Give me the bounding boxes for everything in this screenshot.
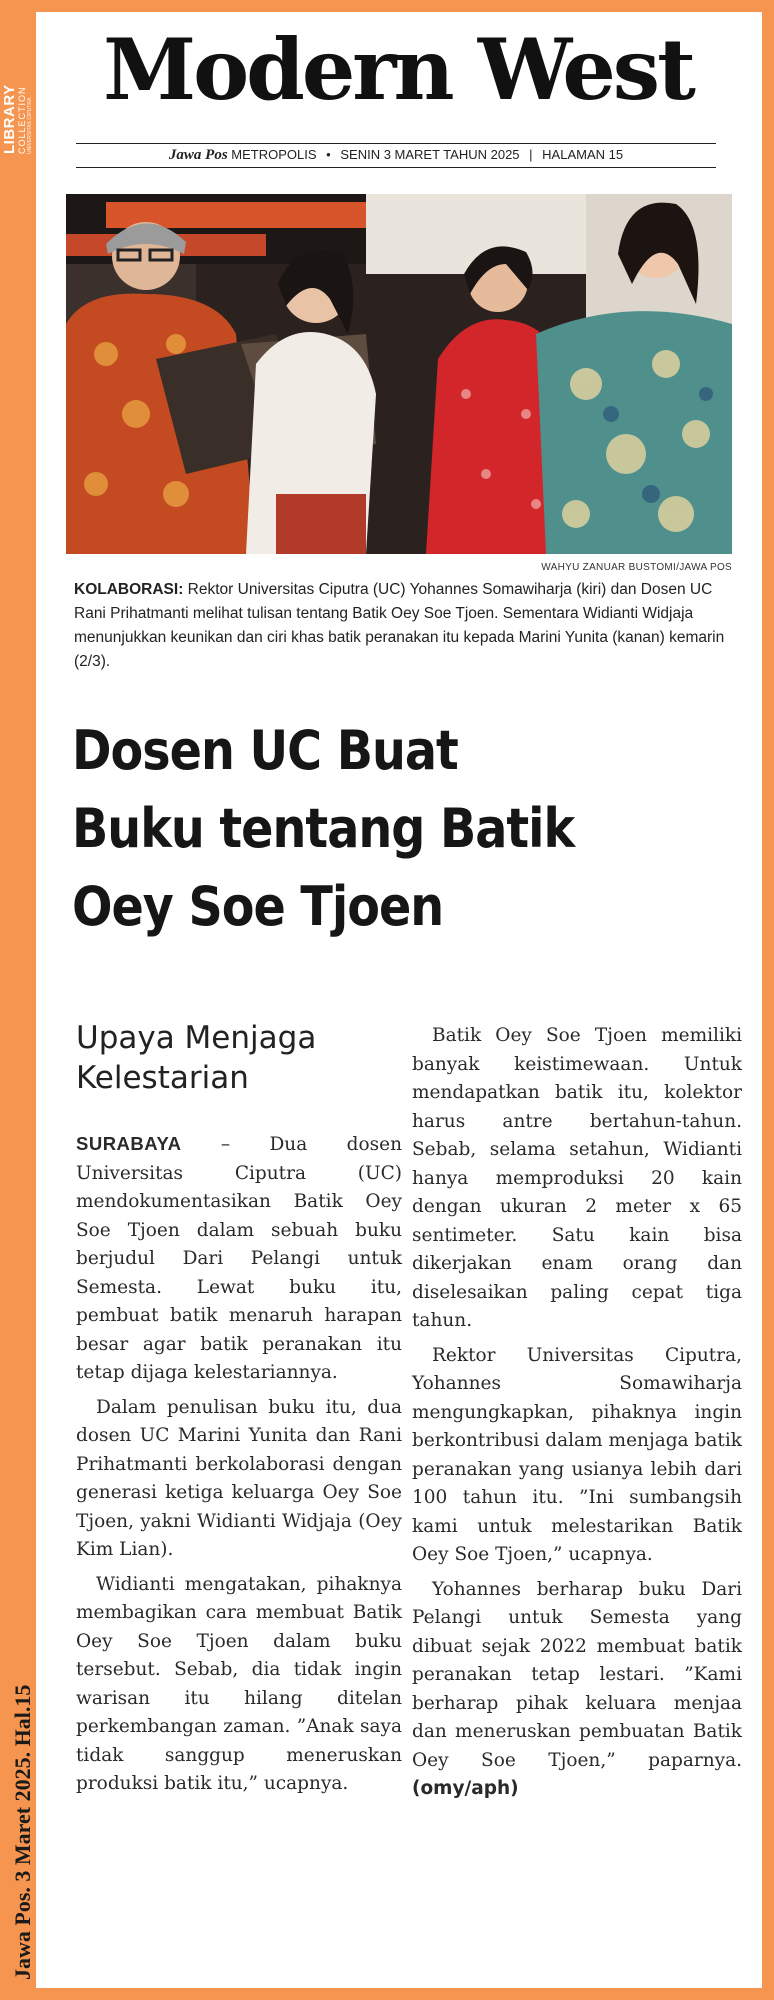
headline-line: Dosen UC Buat bbox=[72, 719, 458, 782]
section-name: METROPOLIS bbox=[231, 147, 317, 162]
issue-date: SENIN 3 MARET TAHUN 2025 bbox=[340, 147, 520, 162]
subheadline: Upaya Menjaga Kelestarian bbox=[76, 1020, 317, 1096]
article-column-right bbox=[412, 1022, 742, 1810]
paragraph: Widianti mengatakan, pihaknya membagikan cara membuat Batik Oey Soe Tjoen dalam buku tersebut. Sebab, dia tidak ingin warisan itu hilang ditelan perkembangan zaman. ”Anak saya tidak sanggup meneruskan produksi batik itu,” ucapnya. bbox=[76, 1573, 402, 1794]
headline-line: Oey Soe Tjoen bbox=[72, 875, 444, 938]
news-photo bbox=[66, 194, 732, 554]
paragraph: Batik Oey Soe Tjoen memiliki banyak keistimewaan. Untuk mendapatkan batik itu, kolektor harus antre bertahun-tahun. Sebab, selama setahun, Widianti hanya memproduksi 20 kain dengan ukuran 2 meter x 65 sentimeter. Satu kain bisa dikerjakan enam orang dan diselesaikan paling cepat tiga tahun. bbox=[412, 1025, 742, 1331]
caption-lead: KOLABORASI: bbox=[74, 581, 184, 598]
source-citation: Jawa Pos. 3 Maret 2025. Hal.15 bbox=[10, 1684, 35, 1980]
article-column-left bbox=[76, 1130, 402, 1805]
headline-line: Buku tentang Batik bbox=[72, 797, 575, 860]
newspaper-page bbox=[36, 12, 762, 1988]
paragraph: Rektor Universitas Ciputra, Yohannes Somawiharja mengungkapkan, pihaknya ingin berkontribusi dalam menjaga batik peranakan yang usianya lebih dari 100 tahun itu. ”Ini sumbangsih kami untuk melestarikan Batik Oey Soe Tjoen,” ucapnya. bbox=[412, 1344, 742, 1565]
paragraph: SURABAYA – Dua dosen Universitas Ciputra (UC) mendokumentasikan Batik Oey Soe Tjoen dalam sebuah buku berjudul Dari Pelangi untuk Semesta. Lewat buku itu, pembuat batik menaruh harapan besar agar batik peranakan itu tetap dijaga kelestariannya. bbox=[76, 1133, 402, 1383]
photo-credit: WAHYU ZANUAR BUSTOMI/JAWA POS bbox=[541, 562, 732, 573]
dateline-location: SURABAYA bbox=[76, 1133, 182, 1154]
library-badge bbox=[2, 14, 36, 154]
author-signoff: (omy/aph) bbox=[412, 1778, 519, 1799]
university-label: UNIVERSITAS CIPUTRA bbox=[27, 97, 33, 154]
collection-label: COLLECTION bbox=[17, 86, 27, 154]
publication-name: Jawa Pos bbox=[168, 147, 228, 163]
paragraph: Dalam penulisan buku itu, dua dosen UC Marini Yunita dan Rani Prihatmanti berkolaborasi dengan generasi ketiga keluarga Oey Soe Tjoen, yakni Widianti Widjaja (Oey Kim Lian). bbox=[76, 1396, 402, 1560]
paragraph: Yohannes berharap buku Dari Pelangi untuk Semesta yang dibuat sejak 2022 membuat batik peranakan tetap lestari. ”Kami berharap pihak keluara menjaa dan meneruskan pembuatan Batik Oey Soe Tjoen,” paparnya. (omy/aph) bbox=[412, 1578, 742, 1799]
masthead-title: Modern West bbox=[103, 20, 693, 119]
page-number: HALAMAN 15 bbox=[542, 147, 624, 162]
library-label: LIBRARY bbox=[1, 84, 18, 154]
caption-text: Rektor Universitas Ciputra (UC) Yohannes Somawiharja (kiri) dan Dosen UC Rani Prihatmanti melihat tulisan tentang Batik Oey Soe Tjoen. Sementara Widianti Widjaja menunjukkan keunikan dan ciri khas batik peranakan itu kepada Marini Yunita (kanan) kemarin (2/3). bbox=[74, 581, 725, 670]
dateline-bar: Jawa Pos METROPOLIS • SENIN 3 MARET TAHUN 2025 | HALAMAN 15 bbox=[76, 143, 716, 168]
photo-caption bbox=[74, 578, 739, 674]
headline bbox=[72, 712, 738, 946]
